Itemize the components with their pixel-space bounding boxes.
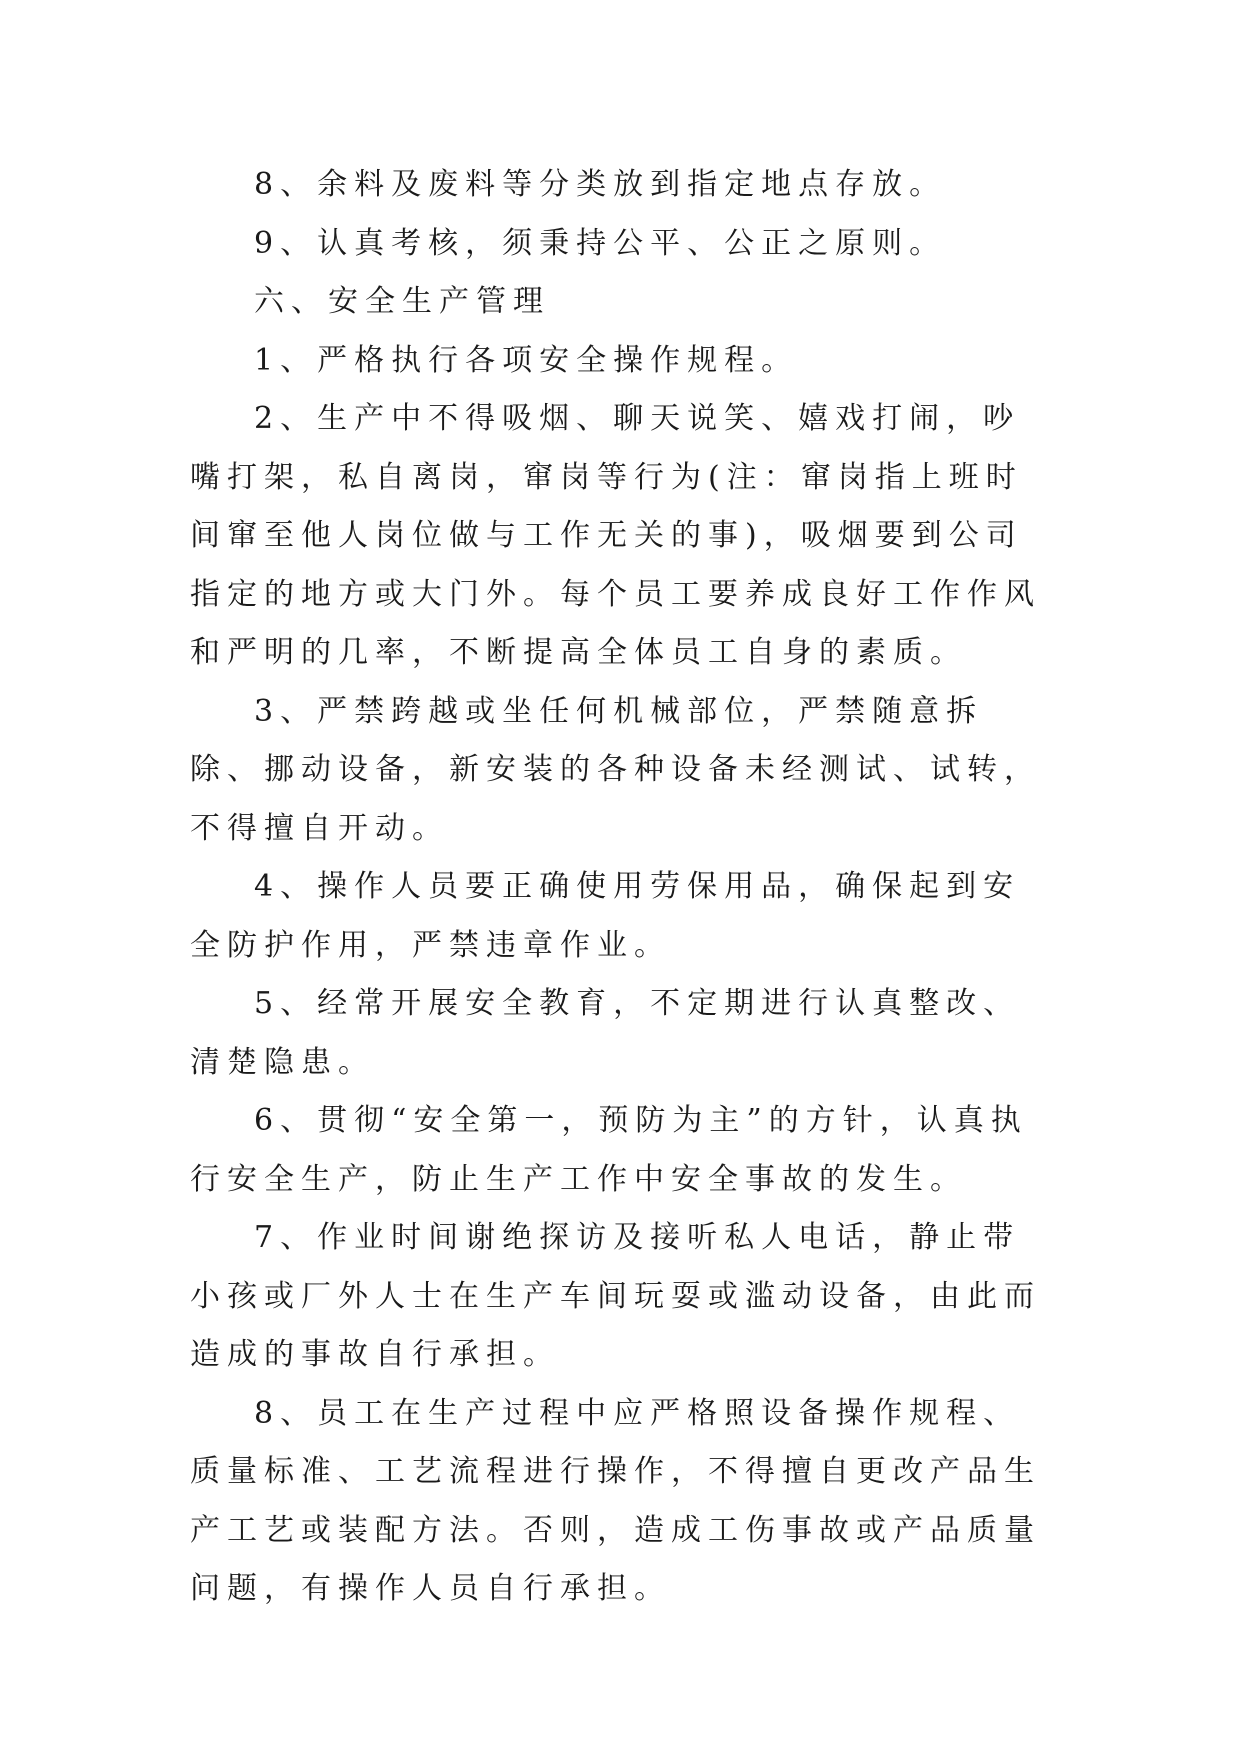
document-body — [190, 156, 1046, 1619]
paragraph-item-8-waste: 8、余料及废料等分类放到指定地点存放。 — [254, 167, 947, 202]
section-heading-safety: 六、安全生产管理 — [254, 284, 550, 319]
paragraph-safety-4: 4、操作人员要正确使用劳保用品，确保起到安全防护作用，严禁违章作业。 — [190, 869, 1021, 963]
paragraph-safety-8: 8、员工在生产过程中应严格照设备操作规程、质量标准、工艺流程进行操作，不得擅自更改产品生产工艺或装配方法。否则，造成工伤事故或产品质量问题，有操作人员自行承担。 — [190, 1395, 1041, 1606]
paragraph-safety-1: 1、严格执行各项安全操作规程。 — [254, 342, 799, 378]
paragraph-safety-2: 2、生产中不得吸烟、聊天说笑、嬉戏打闹，吵嘴打架，私自离岗，窜岗等行为(注：窜岗指上班时间窜至他人岗位做与工作无关的事)，吸烟要到公司指定的地方或大门外。每个员工要养成良好工作作风和严明的几率，不断提高全体员工自身的素质。 — [190, 401, 1041, 670]
paragraph-safety-6: 6、贯彻“安全第一，预防为主”的方针，认真执行安全生产，防止生产工作中安全事故的发生。 — [190, 1103, 1028, 1197]
paragraph-safety-5: 5、经常开展安全教育，不定期进行认真整改、清楚隐患。 — [190, 986, 1021, 1080]
paragraph-item-9-assessment: 9、认真考核，须秉持公平、公正之原则。 — [254, 225, 947, 261]
paragraph-safety-7: 7、作业时间谢绝探访及接听私人电话，静止带小孩或厂外人士在生产车间玩耍或滥动设备，由此而造成的事故自行承担。 — [190, 1220, 1041, 1372]
paragraph-safety-3: 3、严禁跨越或坐任何机械部位，严禁随意拆除、挪动设备，新安装的各种设备未经测试、试转，不得擅自开动。 — [190, 693, 1041, 846]
